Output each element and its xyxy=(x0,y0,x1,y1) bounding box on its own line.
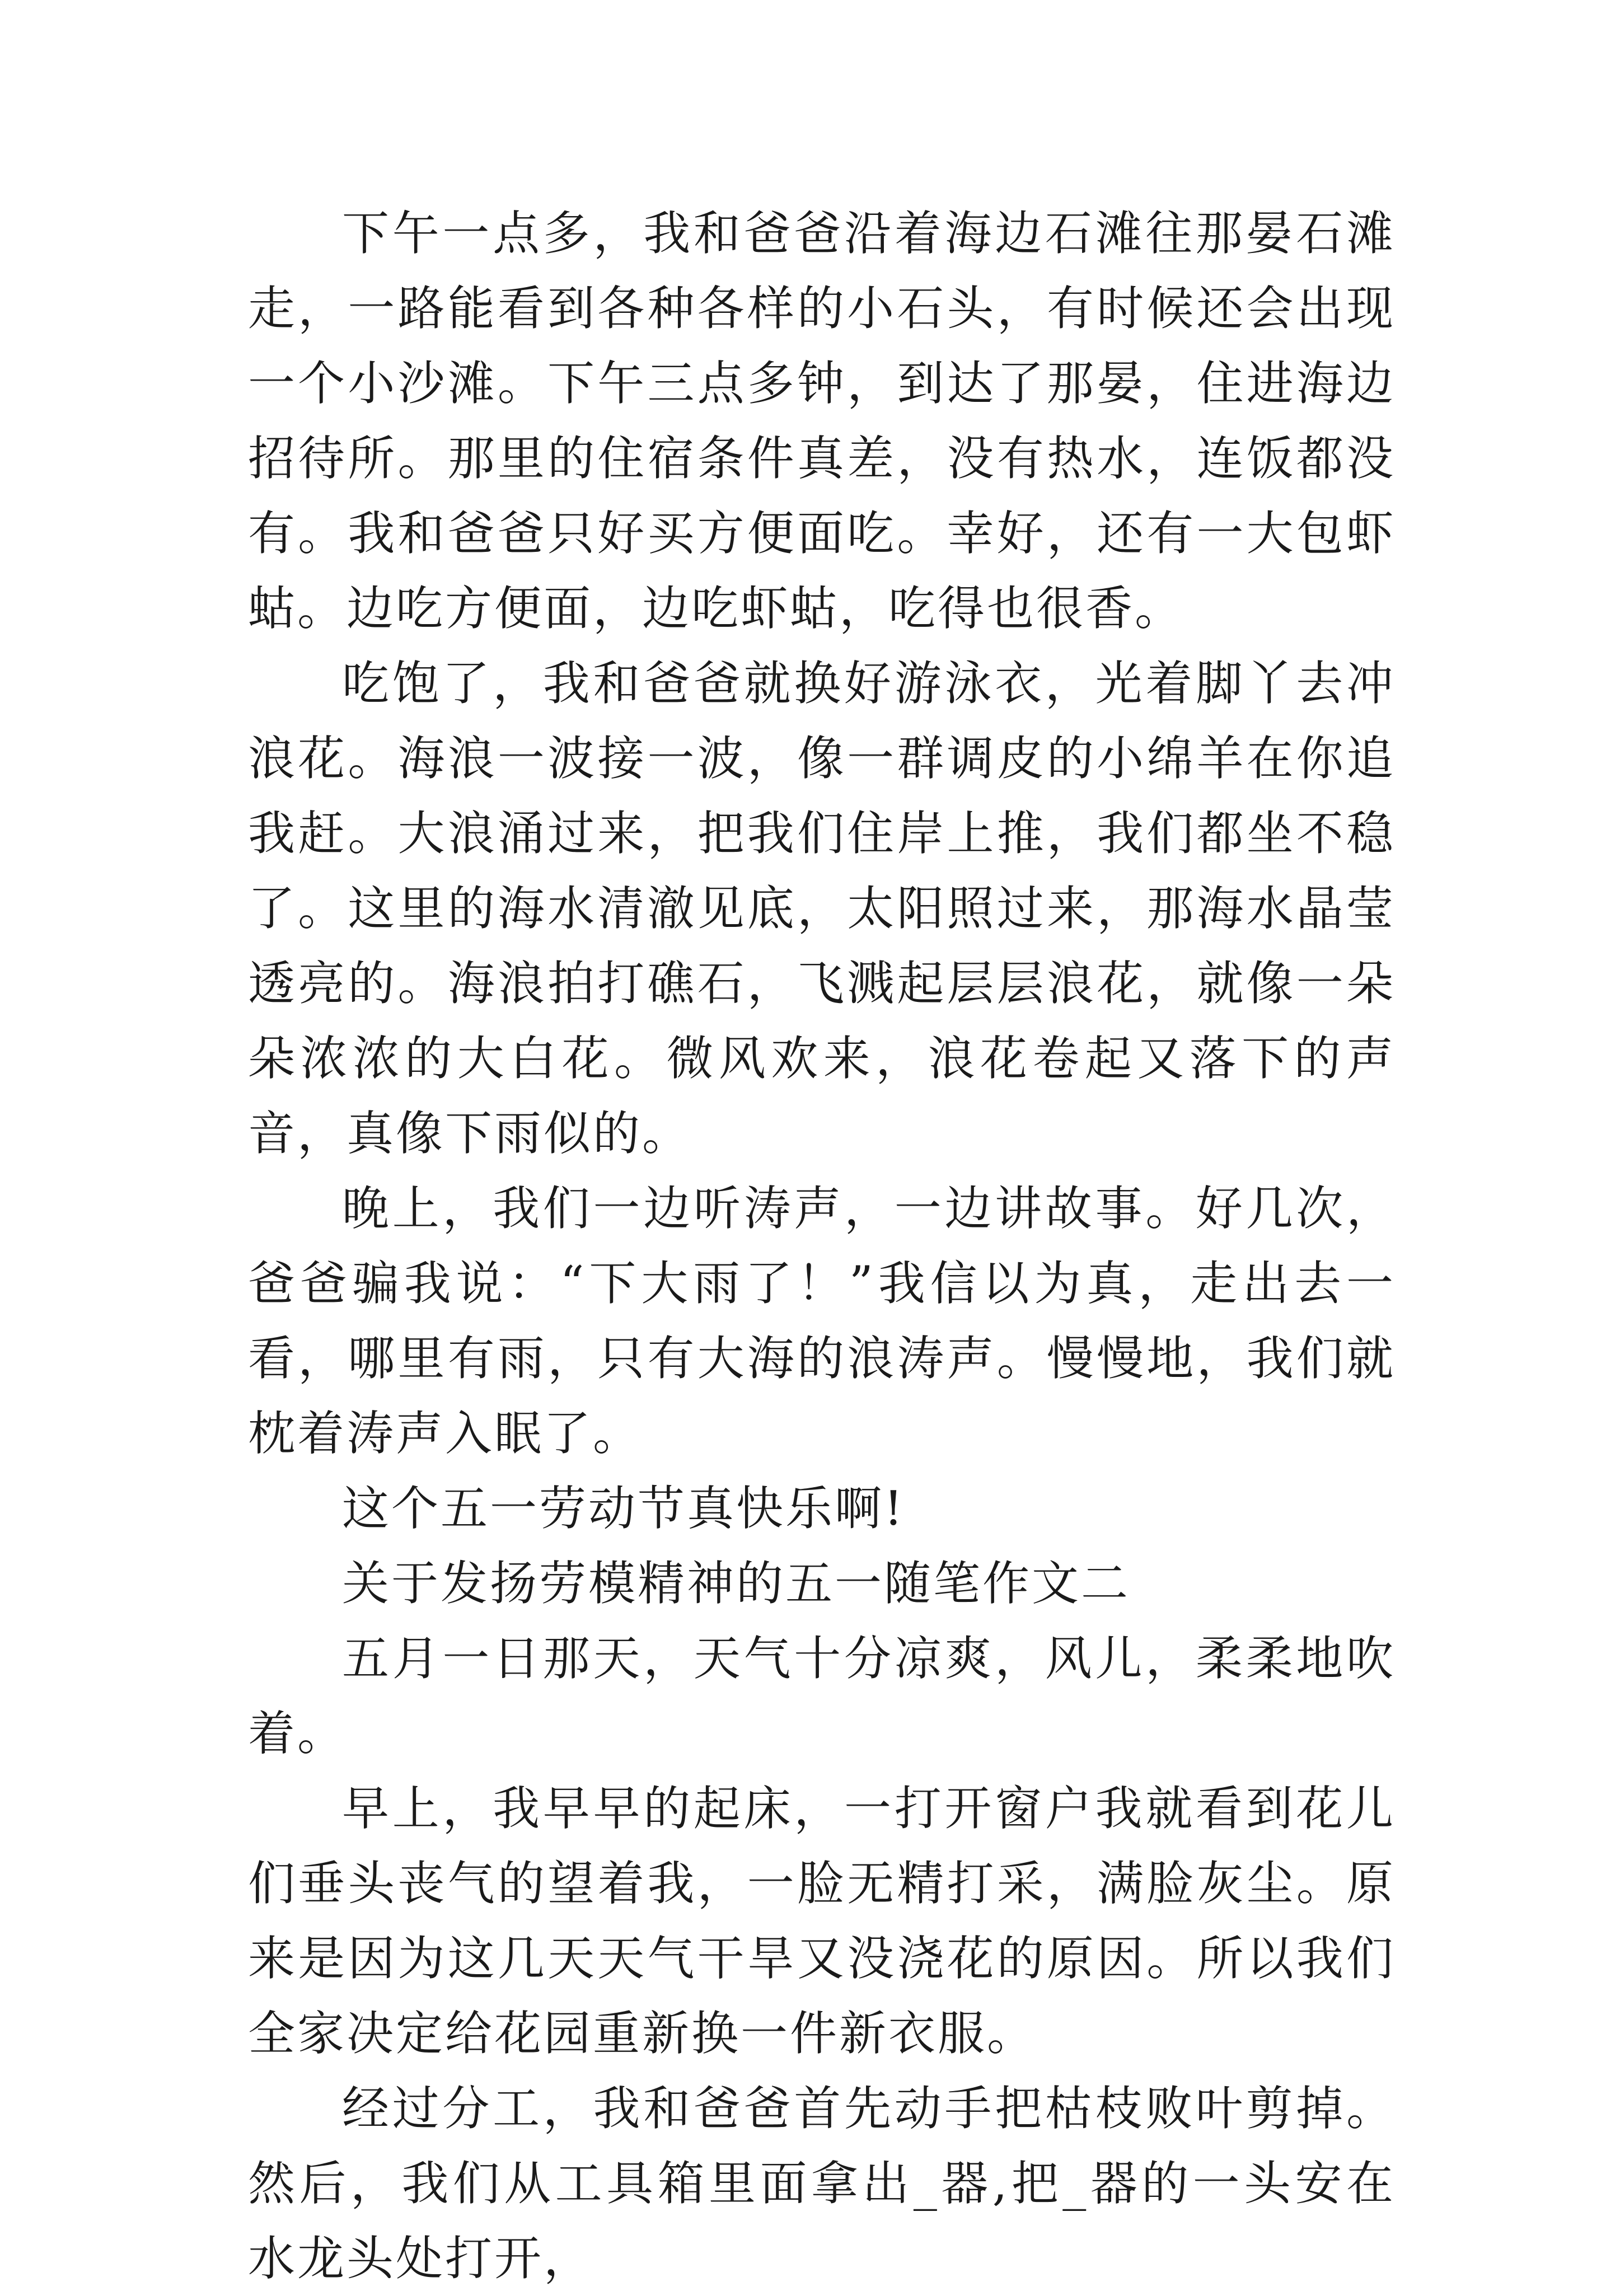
essay-body xyxy=(248,196,1396,2296)
paragraph-7: 早上，我早早的起床，一打开窗户我就看到花儿们垂头丧气的望着我，一脸无精打采，满脸灰尘。原来是因为这几天天气干旱又没浇花的原因。所以我们全家决定给花园重新换一件新衣服。 xyxy=(248,1781,1396,2061)
paragraph-4: 这个五一劳动节真快乐啊! xyxy=(342,1481,905,1536)
section-heading: 关于发扬劳模精神的五一随笔作文二 xyxy=(342,1556,1131,1611)
paragraph-6: 五月一日那天，天气十分凉爽，风儿，柔柔地吹着。 xyxy=(248,1631,1396,1761)
paragraph-2: 吃饱了，我和爸爸就换好游泳衣，光着脚丫去冲浪花。海浪一波接一波，像一群调皮的小绵羊在你追我赶。大浪涌过来，把我们住岸上推，我们都坐不稳了。这里的海水清澈见底，太阳照过来，那海水晶莹透亮的。海浪拍打礁石，飞溅起层层浪花，就像一朵朵浓浓的大白花。微风欢来，浪花卷起又落下的声音，真像下雨似的。 xyxy=(248,656,1396,1161)
paragraph-8: 经过分工，我和爸爸首先动手把枯枝败叶剪掉。然后，我们从工具箱里面拿出_器,把_器的一头安在水龙头处打开， xyxy=(248,2081,1396,2286)
paragraph-3: 晚上，我们一边听涛声，一边讲故事。好几次，爸爸骗我说：“下大雨了！”我信以为真，走出去一看，哪里有雨，只有大海的浪涛声。慢慢地，我们就枕着涛声入眠了。 xyxy=(248,1181,1396,1461)
paragraph-1: 下午一点多，我和爸爸沿着海边石滩往那晏石滩走，一路能看到各种各样的小石头，有时候还会出现一个小沙滩。下午三点多钟，到达了那晏，住进海边招待所。那里的住宿条件真差，没有热水，连饭都没有。我和爸爸只好买方便面吃。幸好，还有一大包虾蛄。边吃方便面，边吃虾蛄，吃得也很香。 xyxy=(248,206,1396,636)
